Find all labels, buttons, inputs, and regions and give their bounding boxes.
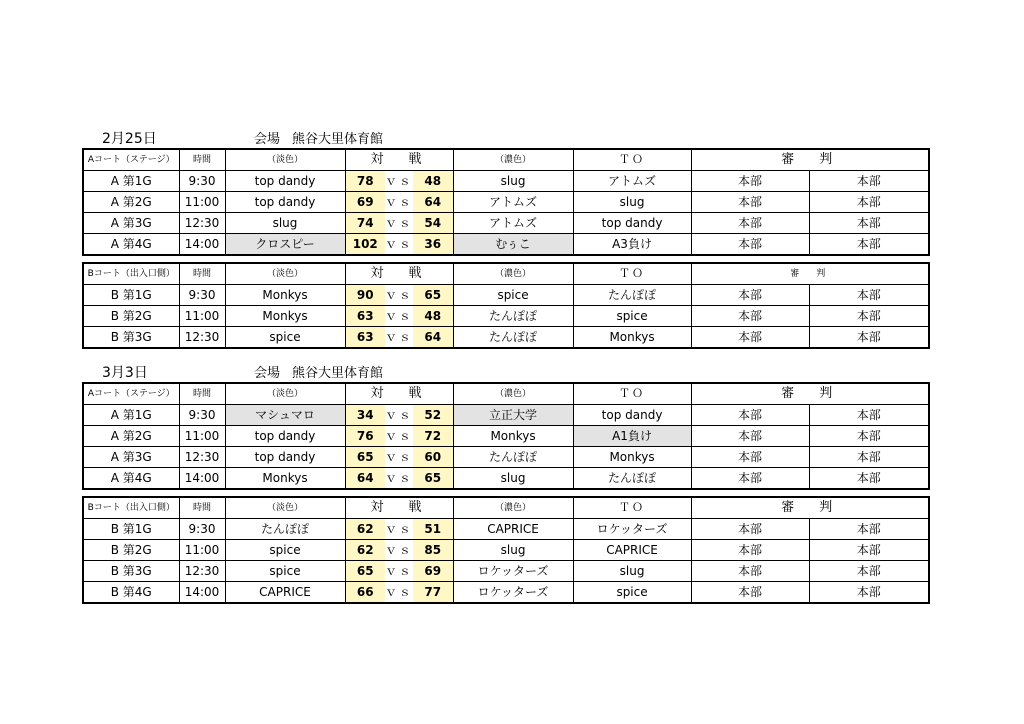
score-light: 66 <box>345 582 385 604</box>
referee-1: 本部 <box>691 171 809 192</box>
venue-prefix: 会場 <box>254 366 281 381</box>
game-time: 12:30 <box>179 561 225 582</box>
light-team: top dandy <box>225 447 345 468</box>
light-team: top dandy <box>225 192 345 213</box>
light-team: たんぽぽ <box>225 519 345 540</box>
game-time: 14:00 <box>179 234 225 256</box>
table-row <box>83 468 929 490</box>
dark-team: slug <box>453 468 573 490</box>
header-to: ＴＯ <box>573 263 691 285</box>
score-light: 63 <box>345 327 385 349</box>
game-time: 12:30 <box>179 213 225 234</box>
game-time: 11:00 <box>179 540 225 561</box>
table-row <box>83 234 929 256</box>
referee-1: 本部 <box>691 192 809 213</box>
referee-2: 本部 <box>809 468 929 490</box>
header-dark: （濃色） <box>453 149 573 171</box>
referee-2: 本部 <box>809 405 929 426</box>
header-time: 時間 <box>179 149 225 171</box>
header-to: ＴＯ <box>573 497 691 519</box>
date-label: 3月3日 <box>102 365 148 381</box>
referee-2: 本部 <box>809 426 929 447</box>
table-row <box>83 405 929 426</box>
referee-1: 本部 <box>691 213 809 234</box>
score-dark: 65 <box>413 468 453 490</box>
light-team: spice <box>225 561 345 582</box>
table-official: Monkys <box>573 447 691 468</box>
venue-label <box>254 362 383 381</box>
table-row <box>83 171 929 192</box>
score-light: 62 <box>345 519 385 540</box>
light-team: クロスピー <box>225 234 345 256</box>
venue-label <box>254 128 383 147</box>
dark-team: たんぽぽ <box>453 306 573 327</box>
header-dark: （濃色） <box>453 263 573 285</box>
score-dark: 51 <box>413 519 453 540</box>
referee-1: 本部 <box>691 426 809 447</box>
header-light: （淡色） <box>225 383 345 405</box>
dark-team: spice <box>453 285 573 306</box>
score-light: 76 <box>345 426 385 447</box>
dark-team: たんぽぽ <box>453 447 573 468</box>
header-light: （淡色） <box>225 149 345 171</box>
table-official: top dandy <box>573 213 691 234</box>
light-team: Monkys <box>225 306 345 327</box>
game-number: A 第3G <box>83 447 179 468</box>
venue-name: 熊谷大里体育館 <box>292 132 384 147</box>
schedule-table <box>82 148 930 256</box>
table-official: ロケッターズ <box>573 519 691 540</box>
score-light: 64 <box>345 468 385 490</box>
table-row <box>83 582 929 604</box>
referee-2: 本部 <box>809 306 929 327</box>
game-number: A 第3G <box>83 213 179 234</box>
table-official: spice <box>573 306 691 327</box>
referee-2: 本部 <box>809 519 929 540</box>
dark-team: Monkys <box>453 426 573 447</box>
referee-2: 本部 <box>809 192 929 213</box>
dark-team: むぅこ <box>453 234 573 256</box>
day-header <box>82 128 734 148</box>
header-referee: 審 判 <box>691 497 929 519</box>
table-row <box>83 540 929 561</box>
score-dark: 60 <box>413 447 453 468</box>
score-dark: 48 <box>413 306 453 327</box>
header-light: （淡色） <box>225 263 345 285</box>
table-official: Monkys <box>573 327 691 349</box>
header-versus: 対 戦 <box>345 149 453 171</box>
referee-2: 本部 <box>809 285 929 306</box>
table-official: slug <box>573 561 691 582</box>
light-team: CAPRICE <box>225 582 345 604</box>
light-team: slug <box>225 213 345 234</box>
game-number: A 第4G <box>83 234 179 256</box>
referee-1: 本部 <box>691 306 809 327</box>
game-time: 14:00 <box>179 468 225 490</box>
score-dark: 64 <box>413 192 453 213</box>
table-row <box>83 519 929 540</box>
vs-label: ｖｓ <box>385 327 413 349</box>
dark-team: 立正大学 <box>453 405 573 426</box>
game-number: B 第3G <box>83 327 179 349</box>
score-light: 65 <box>345 447 385 468</box>
table-official: たんぽぽ <box>573 468 691 490</box>
score-dark: 77 <box>413 582 453 604</box>
header-time: 時間 <box>179 383 225 405</box>
game-time: 11:00 <box>179 192 225 213</box>
game-time: 12:30 <box>179 327 225 349</box>
score-dark: 69 <box>413 561 453 582</box>
referee-1: 本部 <box>691 234 809 256</box>
referee-2: 本部 <box>809 327 929 349</box>
light-team: Monkys <box>225 468 345 490</box>
game-time: 11:00 <box>179 426 225 447</box>
day-section <box>82 128 881 355</box>
referee-1: 本部 <box>691 519 809 540</box>
table-row <box>83 285 929 306</box>
game-number: A 第2G <box>83 426 179 447</box>
referee-2: 本部 <box>809 561 929 582</box>
referee-2: 本部 <box>809 447 929 468</box>
vs-label: ｖｓ <box>385 213 413 234</box>
header-referee: 審 判 <box>691 383 929 405</box>
table-header-row <box>83 149 929 171</box>
game-time: 9:30 <box>179 285 225 306</box>
dark-team: slug <box>453 171 573 192</box>
game-number: B 第3G <box>83 561 179 582</box>
vs-label: ｖｓ <box>385 468 413 490</box>
referee-2: 本部 <box>809 171 929 192</box>
referee-1: 本部 <box>691 327 809 349</box>
table-row <box>83 426 929 447</box>
table-header-row <box>83 383 929 405</box>
table-row <box>83 213 929 234</box>
score-light: 63 <box>345 306 385 327</box>
table-official: top dandy <box>573 405 691 426</box>
referee-2: 本部 <box>809 213 929 234</box>
score-dark: 36 <box>413 234 453 256</box>
court-label: Aコート（ステージ） <box>83 149 179 171</box>
header-to: ＴＯ <box>573 149 691 171</box>
light-team: マシュマロ <box>225 405 345 426</box>
score-light: 78 <box>345 171 385 192</box>
header-referee: 審 判 <box>691 263 929 285</box>
score-dark: 52 <box>413 405 453 426</box>
vs-label: ｖｓ <box>385 171 413 192</box>
vs-label: ｖｓ <box>385 234 413 256</box>
referee-1: 本部 <box>691 540 809 561</box>
venue-prefix: 会場 <box>254 132 281 147</box>
table-official: slug <box>573 192 691 213</box>
header-versus: 対 戦 <box>345 497 453 519</box>
schedule-table <box>82 262 930 349</box>
vs-label: ｖｓ <box>385 192 413 213</box>
score-dark: 72 <box>413 426 453 447</box>
schedule-table <box>82 496 930 604</box>
header-dark: （濃色） <box>453 497 573 519</box>
referee-1: 本部 <box>691 468 809 490</box>
score-light: 62 <box>345 540 385 561</box>
day-header <box>82 362 734 382</box>
header-time: 時間 <box>179 263 225 285</box>
referee-1: 本部 <box>691 447 809 468</box>
dark-team: アトムズ <box>453 213 573 234</box>
date-label: 2月25日 <box>102 131 157 147</box>
dark-team: ロケッターズ <box>453 582 573 604</box>
header-versus: 対 戦 <box>345 383 453 405</box>
referee-1: 本部 <box>691 561 809 582</box>
game-number: B 第1G <box>83 285 179 306</box>
vs-label: ｖｓ <box>385 285 413 306</box>
court-label: Aコート（ステージ） <box>83 383 179 405</box>
vs-label: ｖｓ <box>385 540 413 561</box>
venue-name: 熊谷大里体育館 <box>292 366 384 381</box>
dark-team: CAPRICE <box>453 519 573 540</box>
header-dark: （濃色） <box>453 383 573 405</box>
header-light: （淡色） <box>225 497 345 519</box>
table-official: spice <box>573 582 691 604</box>
vs-label: ｖｓ <box>385 447 413 468</box>
court-label: Bコート（出入口側） <box>83 497 179 519</box>
table-official: アトムズ <box>573 171 691 192</box>
dark-team: ロケッターズ <box>453 561 573 582</box>
game-time: 11:00 <box>179 306 225 327</box>
score-light: 102 <box>345 234 385 256</box>
referee-2: 本部 <box>809 234 929 256</box>
score-light: 65 <box>345 561 385 582</box>
light-team: top dandy <box>225 426 345 447</box>
game-number: B 第4G <box>83 582 179 604</box>
score-dark: 64 <box>413 327 453 349</box>
table-official: たんぽぽ <box>573 285 691 306</box>
table-official: A3負け <box>573 234 691 256</box>
table-row <box>83 306 929 327</box>
game-number: A 第1G <box>83 171 179 192</box>
game-time: 9:30 <box>179 405 225 426</box>
table-header-row <box>83 263 929 285</box>
game-number: A 第4G <box>83 468 179 490</box>
dark-team: アトムズ <box>453 192 573 213</box>
vs-label: ｖｓ <box>385 561 413 582</box>
vs-label: ｖｓ <box>385 405 413 426</box>
referee-1: 本部 <box>691 582 809 604</box>
light-team: spice <box>225 327 345 349</box>
game-number: B 第1G <box>83 519 179 540</box>
header-referee: 審 判 <box>691 149 929 171</box>
referee-2: 本部 <box>809 582 929 604</box>
light-team: Monkys <box>225 285 345 306</box>
header-to: ＴＯ <box>573 383 691 405</box>
table-row <box>83 447 929 468</box>
score-dark: 85 <box>413 540 453 561</box>
table-row <box>83 192 929 213</box>
day-section <box>82 362 881 610</box>
court-label: Bコート（出入口側） <box>83 263 179 285</box>
dark-team: たんぽぽ <box>453 327 573 349</box>
game-time: 12:30 <box>179 447 225 468</box>
game-number: A 第2G <box>83 192 179 213</box>
game-time: 9:30 <box>179 519 225 540</box>
game-number: A 第1G <box>83 405 179 426</box>
score-dark: 48 <box>413 171 453 192</box>
table-row <box>83 561 929 582</box>
score-dark: 54 <box>413 213 453 234</box>
score-dark: 65 <box>413 285 453 306</box>
vs-label: ｖｓ <box>385 519 413 540</box>
vs-label: ｖｓ <box>385 582 413 604</box>
vs-label: ｖｓ <box>385 426 413 447</box>
game-time: 9:30 <box>179 171 225 192</box>
light-team: top dandy <box>225 171 345 192</box>
score-light: 34 <box>345 405 385 426</box>
score-light: 90 <box>345 285 385 306</box>
score-light: 74 <box>345 213 385 234</box>
schedule-table <box>82 382 930 490</box>
table-header-row <box>83 497 929 519</box>
table-row <box>83 327 929 349</box>
score-light: 69 <box>345 192 385 213</box>
vs-label: ｖｓ <box>385 306 413 327</box>
game-number: B 第2G <box>83 540 179 561</box>
header-time: 時間 <box>179 497 225 519</box>
referee-2: 本部 <box>809 540 929 561</box>
game-number: B 第2G <box>83 306 179 327</box>
header-versus: 対 戦 <box>345 263 453 285</box>
referee-1: 本部 <box>691 405 809 426</box>
referee-1: 本部 <box>691 285 809 306</box>
dark-team: slug <box>453 540 573 561</box>
light-team: spice <box>225 540 345 561</box>
table-official: CAPRICE <box>573 540 691 561</box>
table-official: A1負け <box>573 426 691 447</box>
game-time: 14:00 <box>179 582 225 604</box>
